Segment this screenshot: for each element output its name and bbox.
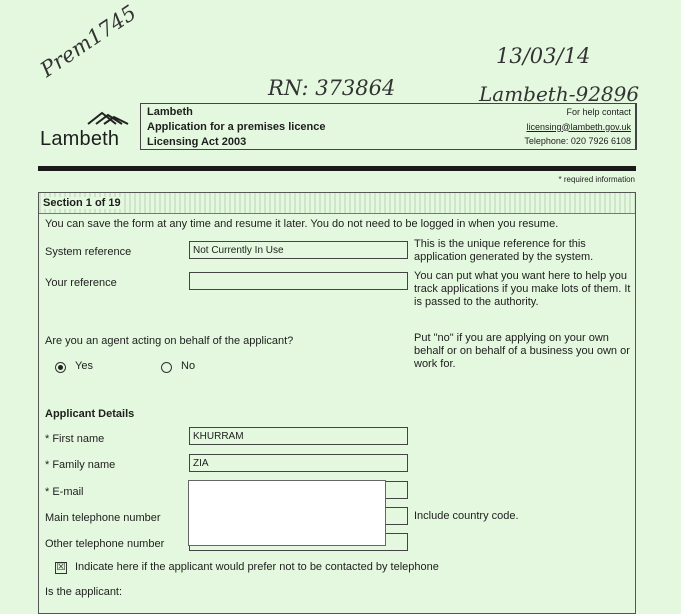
first-name-label: * First name (45, 433, 105, 445)
no-phone-contact-checkbox[interactable]: ☒ (56, 562, 66, 573)
section-header-bar (39, 193, 635, 214)
logo-text: Lambeth (40, 128, 120, 150)
applicant-details-heading: Applicant Details (45, 408, 135, 420)
header-council: Lambeth (147, 106, 193, 118)
handwritten-ref: Lambeth-92896 (479, 82, 640, 106)
agent-no-radio[interactable] (161, 362, 172, 373)
agent-question-help: Put "no" if you are applying on your own behalf or on behalf of a business you own or work for. (414, 332, 630, 370)
first-name-field[interactable]: KHURRAM (189, 427, 408, 445)
header-titles (147, 105, 326, 150)
agent-yes-radio[interactable] (55, 362, 66, 373)
redaction-box (188, 480, 386, 546)
required-note: * required information (558, 175, 635, 184)
is-applicant-label: Is the applicant: (45, 586, 123, 598)
main-phone-help: Include country code. (414, 510, 519, 522)
section-intro: You can save the form at any time and resume it later. You do not need to be logged in when you resume. (45, 218, 559, 230)
contact-phone: Telephone: 020 7926 6108 (524, 136, 631, 146)
family-name-field[interactable]: ZIA (189, 454, 408, 472)
logo-mark-icon (86, 110, 130, 128)
header-form-title: Application for a premises licence (147, 121, 326, 133)
header-contact (524, 105, 631, 149)
other-phone-label: Other telephone number (45, 538, 165, 550)
handwritten-note: Prem1745 (36, 0, 141, 82)
header-divider (38, 166, 636, 171)
no-phone-contact-label: Indicate here if the applicant would prefer not to be contacted by telephone (75, 561, 439, 573)
agent-yes-label: Yes (75, 360, 93, 372)
contact-email-link[interactable]: licensing@lambeth.gov.uk (526, 121, 631, 132)
your-reference-field[interactable] (189, 272, 408, 290)
section-title: Section 1 of 19 (43, 197, 124, 209)
agent-no-label: No (181, 360, 196, 372)
contact-heading: For help contact (566, 107, 631, 117)
main-phone-label: Main telephone number (45, 512, 161, 524)
system-reference-help: This is the unique reference for this application generated by the system. (414, 238, 594, 263)
family-name-label: * Family name (45, 459, 116, 471)
your-reference-help: You can put what you want here to help you track applications if you make lots of them. It is passed to the authority. (414, 270, 631, 308)
header-act: Licensing Act 2003 (147, 136, 247, 148)
lambeth-logo (40, 110, 136, 152)
system-reference-label: System reference (45, 246, 132, 258)
handwritten-rn: RN: 373864 (268, 76, 396, 100)
form-header (140, 103, 637, 150)
email-label: * E-mail (45, 486, 84, 498)
your-reference-label: Your reference (45, 277, 117, 289)
agent-question-label: Are you an agent acting on behalf of the applicant? (45, 335, 294, 347)
section-panel (38, 192, 636, 614)
system-reference-field[interactable]: Not Currently In Use (189, 241, 408, 259)
handwritten-date: 13/03/14 (496, 44, 591, 68)
